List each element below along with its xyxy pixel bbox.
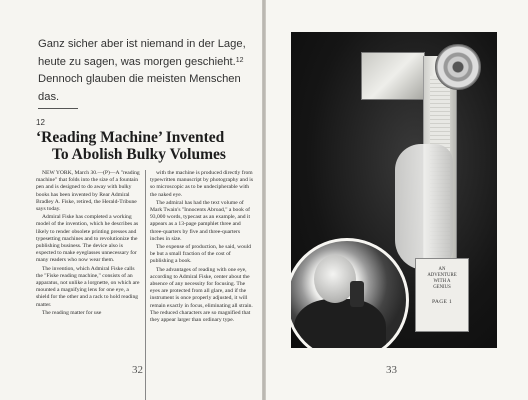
headline-line-2: To Abolish Bulky Volumes bbox=[52, 146, 226, 163]
page-number-left: 32 bbox=[132, 364, 143, 376]
col-b-paragraph: The admiral has had the text volume of Mark Twain's "Innocents Abroad," a book of 93,000 words, typecast as an example, and it appears as a 13-page pamphlet three and three-quarters by five and three-quarters inches in size. bbox=[150, 199, 251, 242]
intro-line-4: das. bbox=[38, 90, 60, 103]
col-a-paragraph: Admiral Fiske has completed a working model of the invention, which he describes as likely to render obsolete printing presses and typesetting machines and to revolutionize the publishing business. The device also is expected to make eyeglasses unnecessary for many readers who now wear them. bbox=[36, 214, 139, 264]
col-a-paragraph: The invention, which Admiral Fiske calls the "Fiske reading machine," consists of an apparatus, not unlike a lorgnette, on which are mounted a magnifying lens for one eye, a shield for the other and a rack to hold reading matter. bbox=[36, 265, 140, 308]
clipping-columns bbox=[36, 170, 260, 400]
intro-line-3: Dennoch glauben die meisten Menschen bbox=[38, 73, 241, 85]
col-a-paragraph: NEW YORK, March 30.—(P)—A "reading machine" that folds into the size of a fountain pen and is designed to do away with bulky books has been invented by Rear Admiral Bradley A. Fiske, retired, the Herald-Tribune says today. bbox=[36, 170, 140, 213]
column-divider bbox=[145, 170, 146, 400]
footnote-mark: 12 bbox=[36, 118, 45, 127]
portrait-body bbox=[294, 299, 386, 348]
label-line-2: ADVENTURE bbox=[427, 273, 457, 278]
hand-holding-device bbox=[395, 144, 453, 270]
col-b-paragraph: with the machine is produced directly from typewritten manuscript by photography and is so microscopic as to be undecipherable with the naked eye. bbox=[150, 170, 253, 198]
left-page bbox=[0, 0, 262, 400]
portrait-inset bbox=[291, 238, 409, 348]
intro-paragraph bbox=[38, 36, 248, 106]
footnote-rule bbox=[38, 108, 78, 109]
book-label-card bbox=[415, 258, 469, 332]
col-b-paragraph: The advantages of reading with one eye, according to Admiral Fiske, center about the absence of any necessity for focusing. The eyes are protected from all glare, and if the instrument is once properly adjusted, it will remain exactly in focus, eliminating all strain. The reduced characters are so magnified that they appear larger than ordinary type. bbox=[150, 266, 253, 324]
intro-line-1: Ganz sicher aber ist niemand in der Lage, bbox=[38, 38, 246, 50]
label-line-1: AN bbox=[438, 267, 446, 272]
col-a-paragraph: The reading matter for use bbox=[42, 309, 102, 316]
label-line-4: GENIUS bbox=[433, 285, 451, 290]
intro-line-2: heute zu sagen, was morgen geschieht.$^{12}$ bbox=[38, 55, 244, 68]
label-line-3: WITH A bbox=[433, 279, 451, 284]
clipping-column-a bbox=[36, 170, 140, 318]
headline-line-1: ‘Reading Machine’ Invented bbox=[36, 129, 225, 146]
label-page: PAGE 1 bbox=[431, 299, 453, 305]
intro-footnote-ref[interactable]: 12 bbox=[235, 56, 244, 64]
portrait-viewer bbox=[350, 281, 364, 307]
page-number-right: 33 bbox=[386, 364, 397, 376]
shield-flap bbox=[361, 52, 425, 100]
reading-machine-photo bbox=[291, 32, 497, 348]
newspaper-clipping bbox=[36, 118, 256, 324]
magnifier-lens bbox=[435, 44, 481, 90]
clipping-headline bbox=[36, 129, 256, 163]
right-page bbox=[266, 0, 528, 400]
clipping-column-b bbox=[150, 170, 254, 325]
col-b-paragraph: The expense of production, he said, would be but a small fraction of the cost of publishing a book. bbox=[150, 244, 252, 265]
